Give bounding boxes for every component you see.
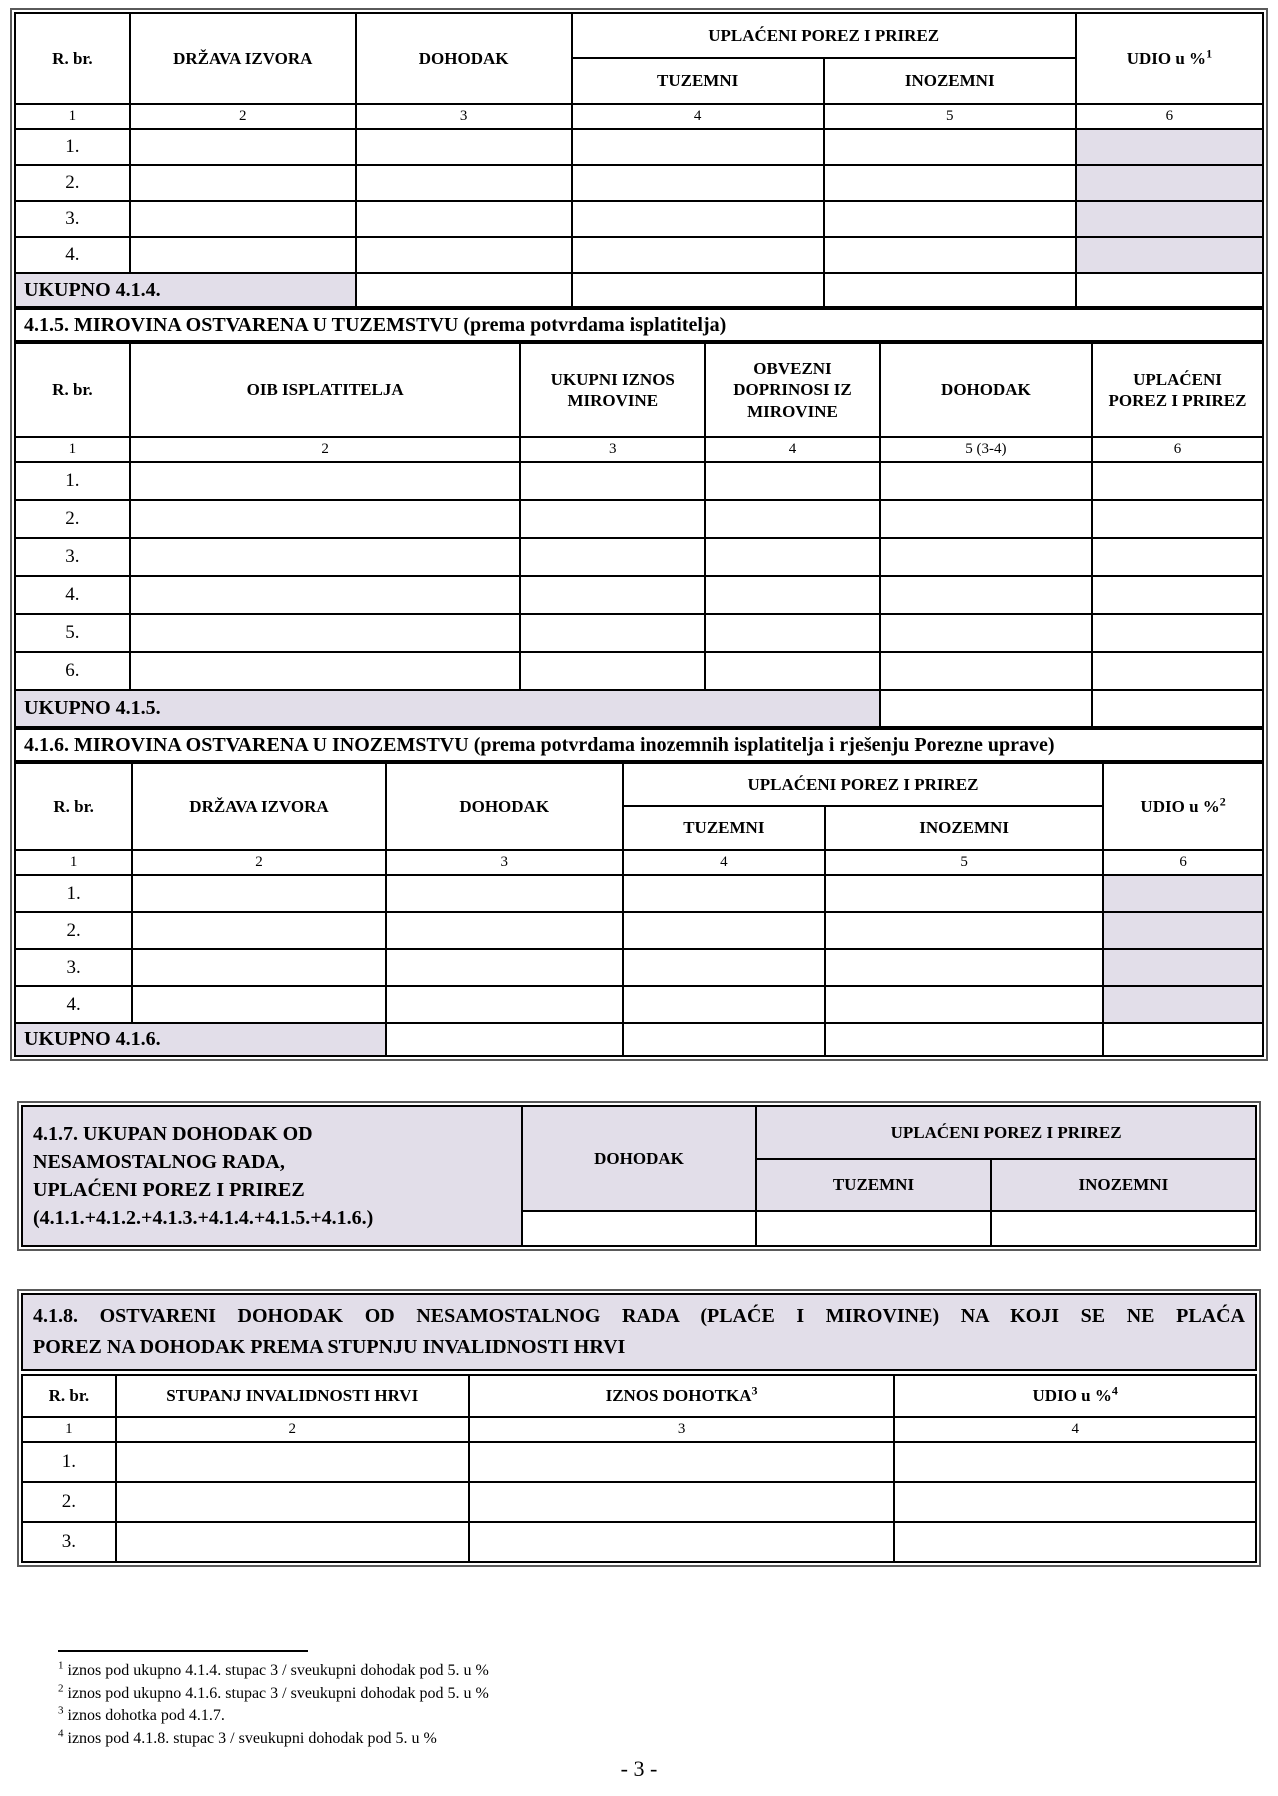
- input-cell[interactable]: [824, 237, 1076, 273]
- input-cell[interactable]: [386, 875, 623, 912]
- input-cell[interactable]: [520, 538, 705, 576]
- col-num: 6: [1103, 850, 1263, 875]
- col-header-ukupni-iznos-mirovine: UKUPNI IZNOS MIROVINE: [520, 343, 705, 437]
- row-number: 2.: [22, 1482, 116, 1522]
- input-cell[interactable]: [1092, 614, 1263, 652]
- section-top-block: [10, 8, 1268, 1061]
- table-415: [14, 342, 1264, 728]
- input-cell[interactable]: [825, 986, 1103, 1023]
- input-cell[interactable]: [824, 201, 1076, 237]
- total-label-415: UKUPNO 4.1.5.: [15, 690, 880, 727]
- table-row: [15, 201, 1263, 237]
- input-cell[interactable]: [825, 875, 1103, 912]
- input-cell[interactable]: [572, 165, 824, 201]
- input-cell[interactable]: [705, 576, 880, 614]
- input-cell[interactable]: [1076, 273, 1263, 307]
- col-num: 4: [572, 104, 824, 129]
- col-num: 5: [825, 850, 1103, 875]
- row-number: 3.: [15, 201, 130, 237]
- input-cell[interactable]: [130, 462, 521, 500]
- input-cell[interactable]: [705, 462, 880, 500]
- input-cell[interactable]: [894, 1482, 1256, 1522]
- input-cell[interactable]: [386, 912, 623, 949]
- udio-input-cell[interactable]: [1076, 201, 1263, 237]
- input-cell[interactable]: [880, 652, 1092, 690]
- input-cell[interactable]: [572, 237, 824, 273]
- row-number: 2.: [15, 165, 130, 201]
- input-cell[interactable]: [1092, 576, 1263, 614]
- udio-input-cell[interactable]: [1103, 949, 1263, 986]
- row-number: 1.: [15, 129, 130, 165]
- input-cell[interactable]: [880, 690, 1092, 727]
- input-cell[interactable]: [705, 538, 880, 576]
- col-num: 6: [1076, 104, 1263, 129]
- col-num: 4: [705, 437, 880, 462]
- input-cell[interactable]: [130, 500, 521, 538]
- table-row: [15, 875, 1263, 912]
- input-cell[interactable]: [356, 129, 572, 165]
- input-cell[interactable]: [520, 576, 705, 614]
- table-row: [22, 1522, 1256, 1562]
- col-header-inozemni: INOZEMNI: [825, 806, 1103, 850]
- col-header-tuzemni: TUZEMNI: [623, 806, 825, 850]
- row-number: 3.: [22, 1522, 116, 1562]
- input-cell[interactable]: [705, 614, 880, 652]
- col-num: 1: [15, 437, 130, 462]
- udio-input-cell[interactable]: [1103, 986, 1263, 1023]
- input-cell[interactable]: [756, 1211, 990, 1246]
- table-row: [15, 949, 1263, 986]
- col-num: 1: [15, 850, 132, 875]
- table-row: [15, 986, 1263, 1023]
- col-header-stupanj-invalidnosti: STUPANJ INVALIDNOSTI HRVI: [116, 1375, 469, 1417]
- section-title-418: 4.1.8. OSTVARENI DOHODAK OD NESAMOSTALNOG RADA (PLAĆE I MIROVINE) NA KOJI SE NE PLAĆA POREZ NA DOHODAK PREMA STUPNJU INVALIDNOSTI HRVI: [21, 1293, 1257, 1371]
- input-cell[interactable]: [116, 1482, 469, 1522]
- input-cell[interactable]: [1103, 1023, 1263, 1056]
- input-cell[interactable]: [825, 912, 1103, 949]
- col-num: 2: [132, 850, 385, 875]
- input-cell[interactable]: [1092, 462, 1263, 500]
- udio-input-cell[interactable]: [1076, 237, 1263, 273]
- col-header-rbr: R. br.: [15, 763, 132, 850]
- input-cell[interactable]: [991, 1211, 1256, 1246]
- footnote-ref-4: 4: [1111, 1383, 1118, 1398]
- input-cell[interactable]: [572, 201, 824, 237]
- table-414: [14, 12, 1264, 308]
- input-cell[interactable]: [130, 129, 356, 165]
- table-row: [15, 538, 1263, 576]
- input-cell[interactable]: [894, 1442, 1256, 1482]
- row-number: 1.: [15, 462, 130, 500]
- input-cell[interactable]: [356, 237, 572, 273]
- table-row: [22, 1442, 1256, 1482]
- input-cell[interactable]: [386, 1023, 623, 1056]
- col-header-tuzemni: TUZEMNI: [572, 58, 824, 104]
- col-header-uplaceni-porez: UPLAĆENI POREZ I PRIREZ: [756, 1106, 1256, 1159]
- table-row: [15, 237, 1263, 273]
- input-cell[interactable]: [623, 986, 825, 1023]
- input-cell[interactable]: [880, 614, 1092, 652]
- input-cell[interactable]: [1092, 652, 1263, 690]
- footnote-ref-1: 1: [1206, 46, 1213, 61]
- label-417: 4.1.7. UKUPAN DOHODAK OD NESAMOSTALNOG RADA, UPLAĆENI POREZ I PRIREZ (4.1.1.+4.1.2.+4.1.3.+4.1.4.+4.1.5.+4.1.6.): [22, 1106, 522, 1246]
- table-row: [15, 462, 1263, 500]
- table-417: [21, 1105, 1257, 1247]
- input-cell[interactable]: [386, 949, 623, 986]
- input-cell[interactable]: [894, 1522, 1256, 1562]
- input-cell[interactable]: [469, 1482, 895, 1522]
- input-cell[interactable]: [386, 986, 623, 1023]
- total-row-415: [15, 690, 1263, 727]
- col-header-drzava-izvora: DRŽAVA IZVORA: [132, 763, 385, 850]
- table-row: [15, 614, 1263, 652]
- table-row: [15, 576, 1263, 614]
- input-cell[interactable]: [572, 273, 824, 307]
- input-cell[interactable]: [880, 500, 1092, 538]
- footnotes-section: [58, 1650, 1220, 1751]
- input-cell[interactable]: [705, 500, 880, 538]
- column-number-row: [22, 1417, 1256, 1442]
- column-number-row: [15, 850, 1263, 875]
- input-cell[interactable]: [469, 1522, 895, 1562]
- row-number: 1.: [22, 1442, 116, 1482]
- input-cell[interactable]: [825, 949, 1103, 986]
- section-418-block: [17, 1289, 1261, 1567]
- udio-input-cell[interactable]: [1103, 875, 1263, 912]
- col-header-obvezni-doprinosi: OBVEZNI DOPRINOSI IZ MIROVINE: [705, 343, 880, 437]
- col-header-dohodak: DOHODAK: [386, 763, 623, 850]
- page-number: - 3 -: [620, 1756, 658, 1781]
- input-cell[interactable]: [130, 538, 521, 576]
- footnote-ref-3: 3: [751, 1383, 758, 1398]
- input-cell[interactable]: [520, 500, 705, 538]
- row-number: 1.: [15, 875, 132, 912]
- row-number: 5.: [15, 614, 130, 652]
- col-header-udio: UDIO u %$^4$: [894, 1375, 1256, 1417]
- col-num: 2: [116, 1417, 469, 1442]
- col-header-inozemni: INOZEMNI: [824, 58, 1076, 104]
- col-header-udio: UDIO u %$^2$: [1103, 763, 1263, 850]
- col-header-dohodak: DOHODAK: [522, 1106, 756, 1211]
- footnote-ref-2: 2: [1219, 794, 1226, 809]
- table-416: [14, 762, 1264, 1057]
- row-number: 4.: [15, 576, 130, 614]
- table-418: [21, 1374, 1257, 1563]
- input-cell[interactable]: [1092, 690, 1263, 727]
- input-cell[interactable]: [116, 1442, 469, 1482]
- input-cell[interactable]: [522, 1211, 756, 1246]
- col-header-dohodak: DOHODAK: [880, 343, 1092, 437]
- udio-input-cell[interactable]: [1076, 165, 1263, 201]
- col-num: 3: [356, 104, 572, 129]
- table-row: [15, 129, 1263, 165]
- input-cell[interactable]: [356, 201, 572, 237]
- col-header-inozemni: INOZEMNI: [991, 1159, 1256, 1211]
- total-label-414: UKUPNO 4.1.4.: [15, 273, 356, 307]
- col-header-drzava-izvora: DRŽAVA IZVORA: [130, 13, 356, 104]
- input-cell[interactable]: [825, 1023, 1103, 1056]
- col-num: 6: [1092, 437, 1263, 462]
- row-number: 3.: [15, 538, 130, 576]
- input-cell[interactable]: [1092, 538, 1263, 576]
- input-cell[interactable]: [116, 1522, 469, 1562]
- col-header-oib: OIB ISPLATITELJA: [130, 343, 521, 437]
- input-cell[interactable]: [520, 652, 705, 690]
- col-num: 4: [894, 1417, 1256, 1442]
- input-cell[interactable]: [132, 875, 385, 912]
- col-num: 2: [130, 437, 521, 462]
- table-row: [15, 165, 1263, 201]
- col-header-uplaceni-porez: UPLAĆENI POREZ I PRIREZ: [1092, 343, 1263, 437]
- input-cell[interactable]: [824, 273, 1076, 307]
- total-row-414: [15, 273, 1263, 307]
- input-cell[interactable]: [356, 273, 572, 307]
- input-cell[interactable]: [132, 949, 385, 986]
- total-label-416: UKUPNO 4.1.6.: [15, 1023, 386, 1056]
- input-cell[interactable]: [623, 875, 825, 912]
- input-cell[interactable]: [469, 1442, 895, 1482]
- input-cell[interactable]: [130, 652, 521, 690]
- row-number: 4.: [15, 986, 132, 1023]
- col-num: 5 (3-4): [880, 437, 1092, 462]
- table-row: [15, 912, 1263, 949]
- col-num: 1: [22, 1417, 116, 1442]
- row-number: 2.: [15, 912, 132, 949]
- col-num: 4: [623, 850, 825, 875]
- input-cell[interactable]: [130, 576, 521, 614]
- input-cell[interactable]: [130, 201, 356, 237]
- input-cell[interactable]: [572, 129, 824, 165]
- input-cell[interactable]: [130, 165, 356, 201]
- row-number: 4.: [15, 237, 130, 273]
- row-number: 6.: [15, 652, 130, 690]
- input-cell[interactable]: [132, 912, 385, 949]
- footnote-2: $^2$ iznos pod ukupno 4.1.6. stupac 3 / sveukupni dohodak pod 5. u %: [58, 1682, 489, 1702]
- input-cell[interactable]: [824, 165, 1076, 201]
- input-cell[interactable]: [880, 538, 1092, 576]
- section-417-block: [17, 1101, 1261, 1251]
- col-num: 2: [130, 104, 356, 129]
- row-number: 2.: [15, 500, 130, 538]
- col-header-dohodak: DOHODAK: [356, 13, 572, 104]
- col-header-rbr: R. br.: [15, 343, 130, 437]
- col-num: 5: [824, 104, 1076, 129]
- col-num: 3: [520, 437, 705, 462]
- input-cell[interactable]: [880, 576, 1092, 614]
- input-cell[interactable]: [623, 949, 825, 986]
- row-number: 3.: [15, 949, 132, 986]
- input-cell[interactable]: [623, 912, 825, 949]
- udio-input-cell[interactable]: [1103, 912, 1263, 949]
- col-header-uplaceni-porez: UPLAĆENI POREZ I PRIREZ: [623, 763, 1103, 806]
- input-cell[interactable]: [356, 165, 572, 201]
- input-cell[interactable]: [520, 614, 705, 652]
- section-title-415: 4.1.5. MIROVINA OSTVARENA U TUZEMSTVU (prema potvrdama isplatitelja): [14, 308, 1264, 342]
- input-cell[interactable]: [520, 462, 705, 500]
- input-cell[interactable]: [880, 462, 1092, 500]
- input-cell[interactable]: [705, 652, 880, 690]
- col-header-tuzemni: TUZEMNI: [756, 1159, 990, 1211]
- table-row: [15, 500, 1263, 538]
- column-number-row: [15, 437, 1263, 462]
- footnote-3: $^3$ iznos dohotka pod 4.1.7.: [58, 1705, 225, 1725]
- col-header-uplaceni-porez: UPLAĆENI POREZ I PRIREZ: [572, 13, 1076, 58]
- footnote-4: $^4$ iznos pod 4.1.8. stupac 3 / sveukupni dohodak pod 5. u %: [58, 1727, 437, 1748]
- input-cell[interactable]: [130, 237, 356, 273]
- total-row-416: [15, 1023, 1263, 1056]
- input-cell[interactable]: [1092, 500, 1263, 538]
- udio-input-cell[interactable]: [1076, 129, 1263, 165]
- col-header-iznos-dohotka: IZNOS DOHOTKA$^3$: [469, 1375, 895, 1417]
- column-number-row: [15, 104, 1263, 129]
- footnote-divider: [58, 1650, 308, 1652]
- input-cell[interactable]: [130, 614, 521, 652]
- table-row: [15, 652, 1263, 690]
- col-num: 1: [15, 104, 130, 129]
- col-num: 3: [386, 850, 623, 875]
- col-header-rbr: R. br.: [15, 13, 130, 104]
- col-header-udio: UDIO u %$^1$: [1076, 13, 1263, 104]
- input-cell[interactable]: [824, 129, 1076, 165]
- col-header-rbr: R. br.: [22, 1375, 116, 1417]
- input-cell[interactable]: [132, 986, 385, 1023]
- input-cell[interactable]: [623, 1023, 825, 1056]
- section-title-416: 4.1.6. MIROVINA OSTVARENA U INOZEMSTVU (prema potvrdama inozemnih isplatitelja i rješenju Porezne uprave): [14, 728, 1264, 762]
- col-num: 3: [469, 1417, 895, 1442]
- footnote-1: $^1$ iznos pod ukupno 4.1.4. stupac 3 / sveukupni dohodak pod 5. u %: [58, 1659, 489, 1679]
- table-row: [22, 1482, 1256, 1522]
